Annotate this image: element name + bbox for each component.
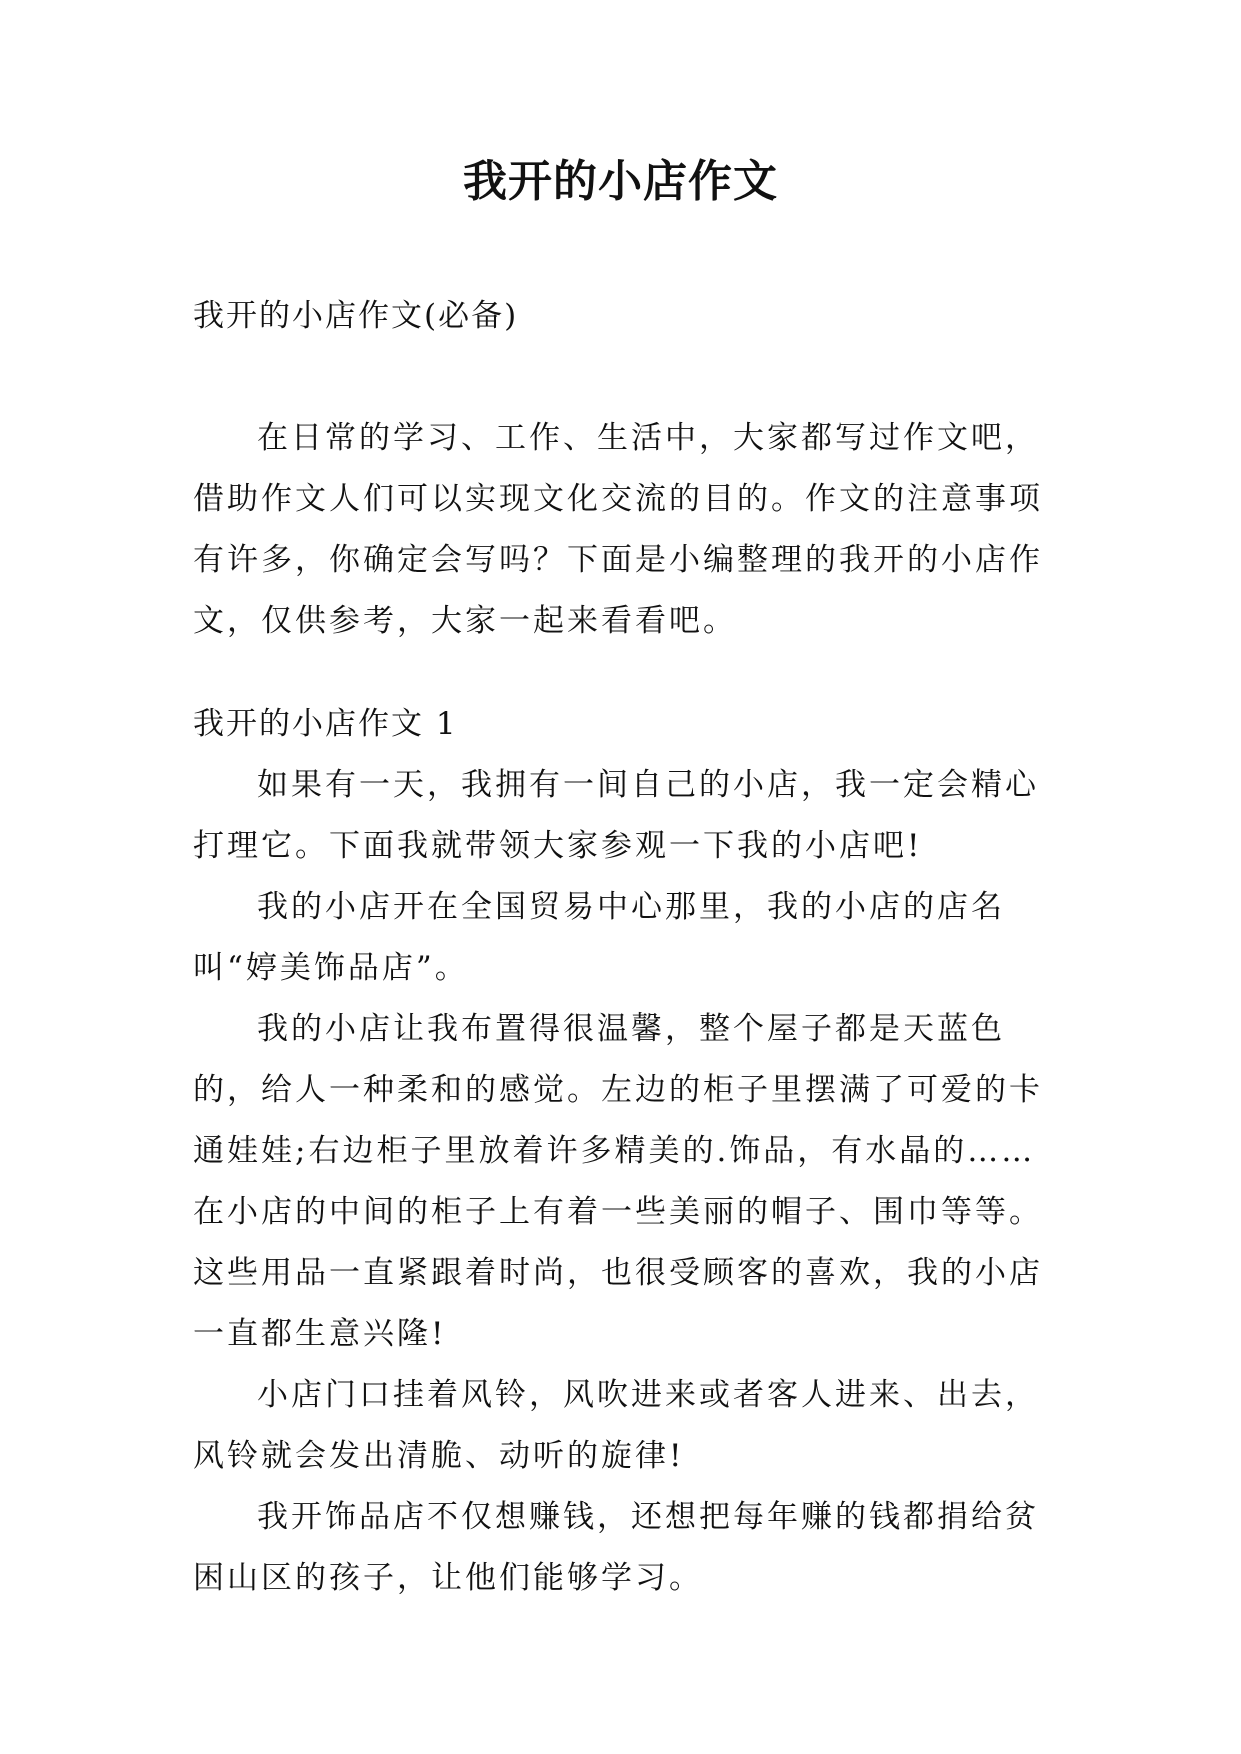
essay-paragraph: 我的小店让我布置得很温馨，整个屋子都是天蓝色的，给人一种柔和的感觉。左边的柜子里摆满了可爱的卡通娃娃;右边柜子里放着许多精美的.饰品，有水晶的……在小店的中间的柜子上有着一些美丽的帽子、围巾等等。这些用品一直紧跟着时尚，也很受顾客的喜欢，我的小店一直都生意兴隆! <box>193 1011 1043 1352</box>
intro-paragraph: 在日常的学习、工作、生活中，大家都写过作文吧，借助作文人们可以实现文化交流的目的。作文的注意事项有许多，你确定会写吗？下面是小编整理的我开的小店作文，仅供参考，大家一起来看看吧。 <box>193 420 1043 639</box>
document-title: 我开的小店作文 <box>463 156 778 207</box>
essay-body <box>193 755 1053 1609</box>
essay-paragraph: 小店门口挂着风铃，风吹进来或者客人进来、出去，风铃就会发出清脆、动听的旋律! <box>193 1377 1039 1474</box>
section-heading: 我开的小店作文 1 <box>193 706 458 742</box>
essay-paragraph: 我的小店开在全国贸易中心那里，我的小店的店名叫“婷美饰品店”。 <box>193 889 1005 986</box>
essay-paragraph: 如果有一天，我拥有一间自己的小店，我一定会精心打理它。下面我就带领大家参观一下我的小店吧! <box>193 767 1039 864</box>
document-subtitle: 我开的小店作文(必备) <box>193 298 519 334</box>
essay-paragraph: 我开饰品店不仅想赚钱，还想把每年赚的钱都捐给贫困山区的孩子，让他们能够学习。 <box>193 1499 1039 1596</box>
